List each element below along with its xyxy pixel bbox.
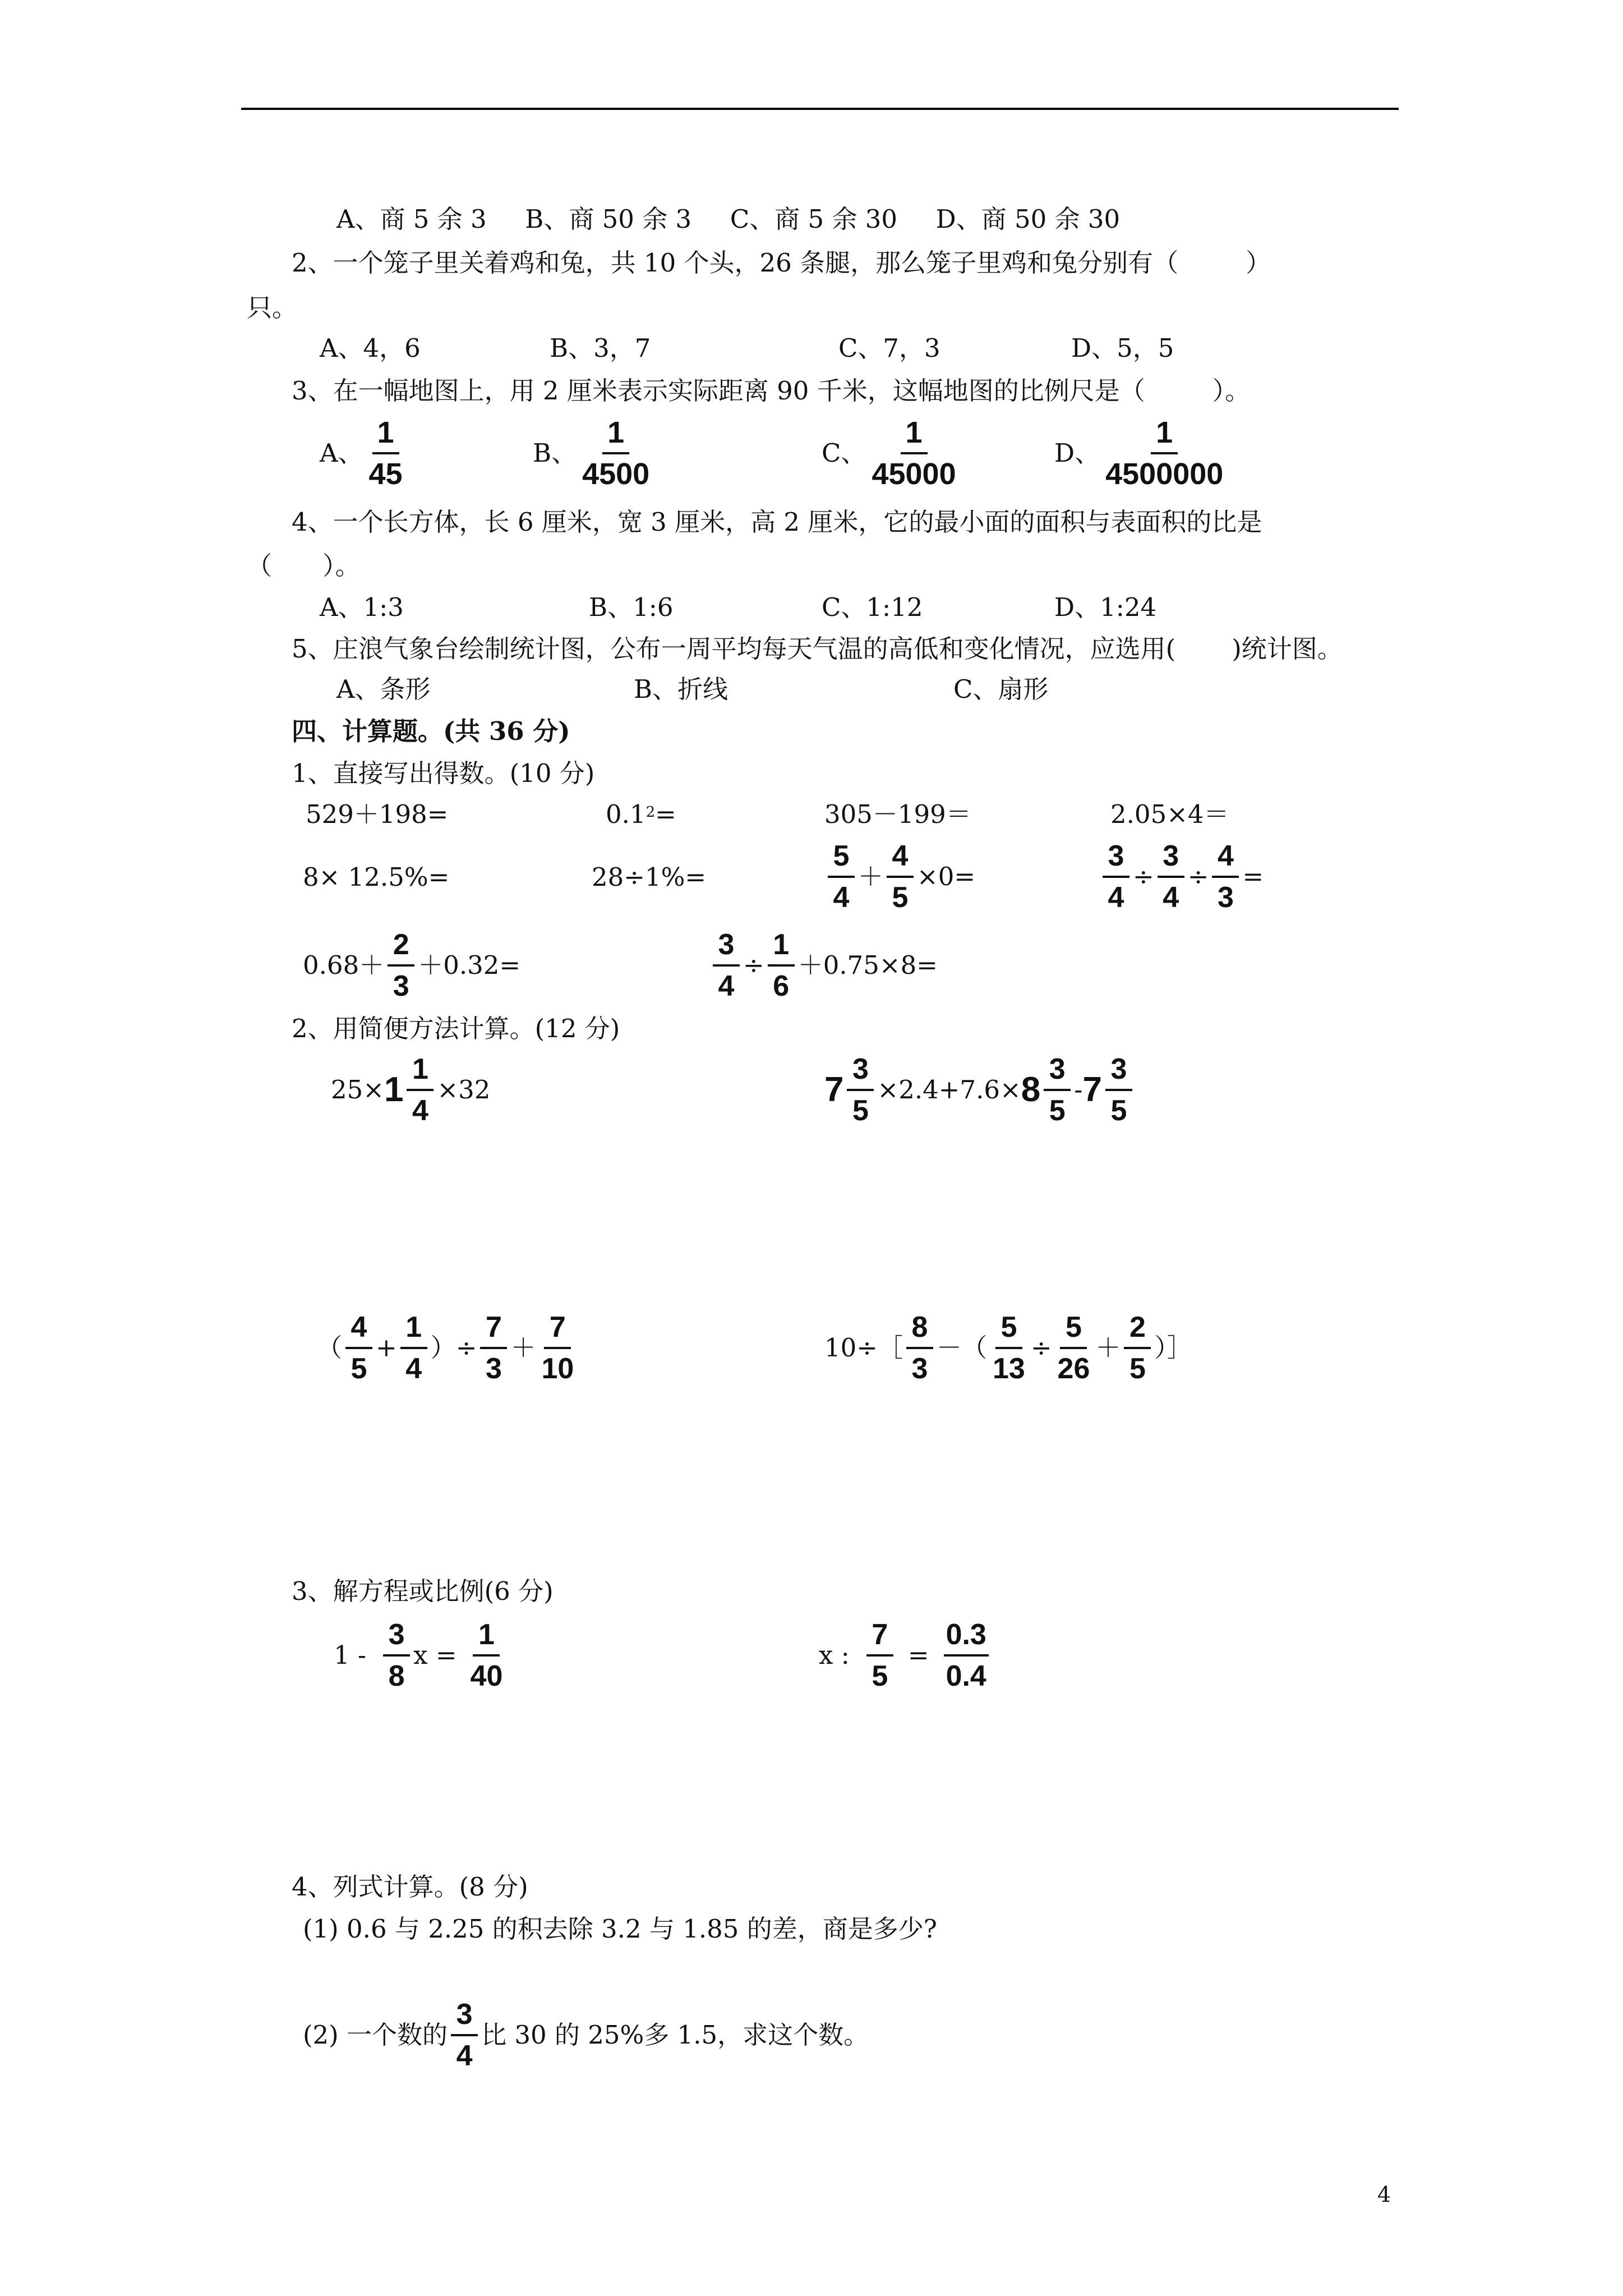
fraction <box>869 415 958 491</box>
fraction <box>1103 415 1225 491</box>
fraction <box>1103 839 1129 915</box>
fraction <box>1044 1052 1071 1128</box>
option-b: B、折线 <box>634 674 728 704</box>
numerator: 3 <box>1103 839 1129 878</box>
denominator: 4 <box>412 1094 428 1127</box>
numerator: 1 <box>407 1052 434 1091</box>
tail: ×32 <box>437 1075 491 1105</box>
question-4-tail: （ ）。 <box>247 551 361 581</box>
option-label: B、 <box>533 438 577 468</box>
option-c: C、7，3 <box>838 333 940 363</box>
numerator: 5 <box>995 1310 1022 1349</box>
prefix: 25× <box>331 1075 384 1105</box>
numerator: 5 <box>1060 1310 1087 1349</box>
simplify-3 <box>317 1307 579 1389</box>
calc-7 <box>824 836 975 918</box>
option-c: C、1:12 <box>822 592 923 622</box>
fraction <box>828 839 855 915</box>
question-3 <box>292 375 1250 407</box>
numerator: 3 <box>847 1052 874 1091</box>
whole: 1 <box>384 1070 404 1109</box>
equals: = <box>1242 862 1264 891</box>
part-4-title: 4、列式计算。(8 分) <box>292 1872 528 1902</box>
tail: ＋0.32= <box>418 950 521 980</box>
numerator: 1 <box>1151 415 1178 454</box>
option-a: A、条形 <box>336 674 431 704</box>
denominator: 13 <box>992 1352 1025 1385</box>
denominator: 10 <box>541 1352 574 1385</box>
operator: ＋ <box>510 1333 536 1363</box>
calc-9 <box>303 924 520 1006</box>
operator: －（ <box>936 1333 987 1363</box>
option-a <box>320 415 408 491</box>
denominator: 3 <box>393 970 409 1002</box>
fraction <box>1212 839 1239 915</box>
question-text: 2、一个笼子里关着鸡和兔，共 10 个头，26 条腿，那么笼子里鸡和兔分别有（ <box>292 248 1179 278</box>
denominator: 5 <box>872 1660 888 1692</box>
fraction <box>367 415 405 491</box>
prefix: x : <box>819 1640 850 1670</box>
close-paren: ）÷ <box>430 1333 477 1363</box>
fraction <box>388 927 414 1004</box>
answer-bracket-close: ）。 <box>1212 376 1251 406</box>
numerator: 2 <box>1124 1310 1151 1349</box>
denominator: 5 <box>892 881 909 914</box>
fraction <box>944 1617 989 1694</box>
fraction <box>580 415 652 491</box>
option-d <box>1054 415 1229 491</box>
numerator: 3 <box>451 1997 478 2036</box>
prefix: (2) 一个数的 <box>303 2020 448 2050</box>
denominator: 5 <box>1049 1094 1066 1127</box>
fraction <box>1055 1310 1092 1386</box>
calc-6: 28÷1%= <box>592 862 707 892</box>
option-b: B、1:6 <box>589 592 674 622</box>
numerator: 3 <box>1105 1052 1132 1091</box>
tail: 比 30 的 25%多 1.5，求这个数。 <box>481 2020 869 2050</box>
simplify-1 <box>331 1049 490 1131</box>
operator: ÷ <box>1030 1333 1052 1363</box>
question-5 <box>292 633 1343 665</box>
fraction <box>1158 839 1184 915</box>
fraction <box>768 927 795 1004</box>
base: 0.1 <box>606 799 646 829</box>
calc-5: 8× 12.5%= <box>303 862 450 892</box>
word-problem-2 <box>303 1994 869 2076</box>
denominator: 4 <box>833 881 850 914</box>
page-number: 4 <box>1377 2182 1391 2207</box>
numerator: 3 <box>1158 839 1184 878</box>
numerator: 8 <box>906 1310 933 1349</box>
operator: ÷ <box>1187 862 1209 891</box>
whole: 7 <box>824 1070 844 1109</box>
denominator: 5 <box>1129 1352 1146 1385</box>
equation-1 <box>334 1614 508 1696</box>
question-text: 3、在一幅地图上，用 2 厘米表示实际距离 90 千米，这幅地图的比例尺是（ <box>292 376 1145 406</box>
denominator: 4500000 <box>1105 457 1224 491</box>
simplify-4 <box>824 1307 1192 1389</box>
option-b: B、3，7 <box>550 333 651 363</box>
calc-8 <box>1099 836 1264 918</box>
fraction <box>383 1617 410 1694</box>
denominator: 5 <box>1110 1094 1127 1127</box>
answer-bracket-close: )统计图。 <box>1232 634 1343 664</box>
denominator: 3 <box>911 1352 928 1385</box>
equals: = <box>907 1640 929 1670</box>
fraction <box>451 1997 478 2073</box>
section-4-title: 四、计算题。(共 36 分) <box>292 716 570 746</box>
calc-10 <box>709 924 938 1006</box>
option-a: A、1:3 <box>320 592 404 622</box>
option-a: A、商 5 余 3 <box>336 204 487 234</box>
fraction <box>480 1310 507 1386</box>
fraction <box>713 927 740 1004</box>
fraction <box>887 839 914 915</box>
option-c: C、扇形 <box>953 674 1049 704</box>
denominator: 40 <box>470 1660 503 1692</box>
tail: ×0= <box>917 862 976 891</box>
operator: ＋ <box>1095 1333 1121 1363</box>
fraction <box>539 1310 576 1386</box>
whole: 7 <box>1082 1070 1102 1109</box>
numerator: 7 <box>866 1617 893 1657</box>
denominator: 3 <box>485 1352 502 1385</box>
denominator: 4 <box>1163 881 1179 914</box>
denominator: 4 <box>456 2040 473 2072</box>
calc-1: 529＋198= <box>306 799 449 829</box>
tail: ＋0.75×8= <box>797 950 938 980</box>
question-4: 4、一个长方体，长 6 厘米，宽 3 厘米，高 2 厘米，它的最小面的面积与表面积的比是 <box>292 507 1262 537</box>
mixed-number <box>1082 1052 1135 1128</box>
denominator: 26 <box>1057 1352 1090 1385</box>
proportion-1 <box>819 1614 992 1696</box>
calc-3: 305－199＝ <box>824 799 971 829</box>
denominator: 0.4 <box>946 1660 986 1692</box>
denominator: 4 <box>1108 881 1124 914</box>
mixed-number <box>824 1052 877 1128</box>
numerator: 4 <box>1212 839 1239 878</box>
numerator: 1 <box>372 415 399 454</box>
part-2-title: 2、用简便方法计算。(12 分) <box>292 1014 620 1043</box>
option-a: A、4，6 <box>320 333 421 363</box>
fraction <box>866 1617 893 1694</box>
option-d: D、1:24 <box>1054 592 1157 622</box>
numerator: 4 <box>887 839 914 878</box>
prev-question-options <box>336 203 1120 236</box>
question-2-tail: 只。 <box>247 293 298 323</box>
calc-4: 2.05×4＝ <box>1110 799 1229 829</box>
fraction <box>990 1310 1027 1386</box>
numerator: 1 <box>473 1617 500 1657</box>
numerator: 1 <box>602 415 629 454</box>
numerator: 4 <box>345 1310 372 1349</box>
option-label: A、 <box>320 438 363 468</box>
numerator: 7 <box>544 1310 571 1349</box>
denominator: 6 <box>773 970 790 1002</box>
denominator: 4500 <box>582 457 650 491</box>
numerator: 3 <box>383 1617 410 1657</box>
denominator: 4 <box>718 970 735 1002</box>
header-rule <box>241 108 1399 110</box>
option-b <box>533 415 655 491</box>
fraction <box>1124 1310 1151 1386</box>
question-2 <box>292 247 1271 279</box>
part-1-title: 1、直接写出得数。(10 分) <box>292 758 595 788</box>
fraction <box>400 1310 427 1386</box>
prefix: 10÷［ <box>824 1333 903 1363</box>
fraction <box>1105 1052 1132 1128</box>
denominator: 3 <box>1217 881 1234 914</box>
variable-equals: x = <box>413 1640 457 1670</box>
whole: 8 <box>1021 1070 1041 1109</box>
numerator: 1 <box>901 415 928 454</box>
prefix: 0.68＋ <box>303 950 385 980</box>
exponent: 2 <box>645 804 656 821</box>
operator: + <box>376 1333 397 1363</box>
denominator: 4 <box>405 1352 422 1385</box>
part-3-title: 3、解方程或比例(6 分) <box>292 1576 554 1606</box>
equals: = <box>655 799 676 829</box>
numerator: 3 <box>713 927 740 967</box>
fraction <box>468 1617 505 1694</box>
mixed-number <box>384 1052 437 1128</box>
denominator: 45000 <box>872 457 956 491</box>
numerator: 3 <box>1044 1052 1071 1091</box>
option-d: D、商 50 余 30 <box>935 204 1121 234</box>
operator: ÷ <box>743 950 764 980</box>
operator: ＋ <box>858 862 884 891</box>
numerator: 1 <box>400 1310 427 1349</box>
numerator: 1 <box>768 927 795 967</box>
denominator: 5 <box>351 1352 367 1385</box>
mixed-number <box>1021 1052 1074 1128</box>
denominator: 45 <box>368 457 403 491</box>
word-problem-1: (1) 0.6 与 2.25 的积去除 3.2 与 1.85 的差，商是多少? <box>303 1914 937 1944</box>
numerator: 2 <box>388 927 414 967</box>
fraction <box>407 1052 434 1128</box>
question-text: 5、庄浪气象台绘制统计图，公布一周平均每天气温的高低和变化情况，应选用( <box>292 634 1176 664</box>
denominator: 5 <box>852 1094 869 1127</box>
open-paren: （ <box>317 1333 343 1363</box>
middle: ×2.4+7.6× <box>877 1075 1021 1105</box>
option-c <box>822 415 962 491</box>
fraction <box>345 1310 372 1386</box>
numerator: 7 <box>480 1310 507 1349</box>
operator: - <box>1074 1075 1083 1105</box>
option-label: D、 <box>1054 438 1100 468</box>
option-c: C、商 5 余 30 <box>730 204 898 234</box>
fraction <box>847 1052 874 1128</box>
answer-bracket-close: ） <box>1246 248 1271 278</box>
simplify-2 <box>824 1049 1136 1131</box>
prefix: 1 - <box>334 1640 367 1670</box>
calc-2 <box>606 798 676 831</box>
option-label: C、 <box>822 438 866 468</box>
operator: ÷ <box>1133 862 1154 891</box>
option-b: B、商 50 余 3 <box>525 204 692 234</box>
denominator: 8 <box>388 1660 405 1692</box>
option-d: D、5，5 <box>1071 333 1174 363</box>
numerator: 0.3 <box>944 1617 989 1657</box>
numerator: 5 <box>828 839 855 878</box>
fraction <box>906 1310 933 1386</box>
close-bracket: ）］ <box>1154 1333 1192 1363</box>
